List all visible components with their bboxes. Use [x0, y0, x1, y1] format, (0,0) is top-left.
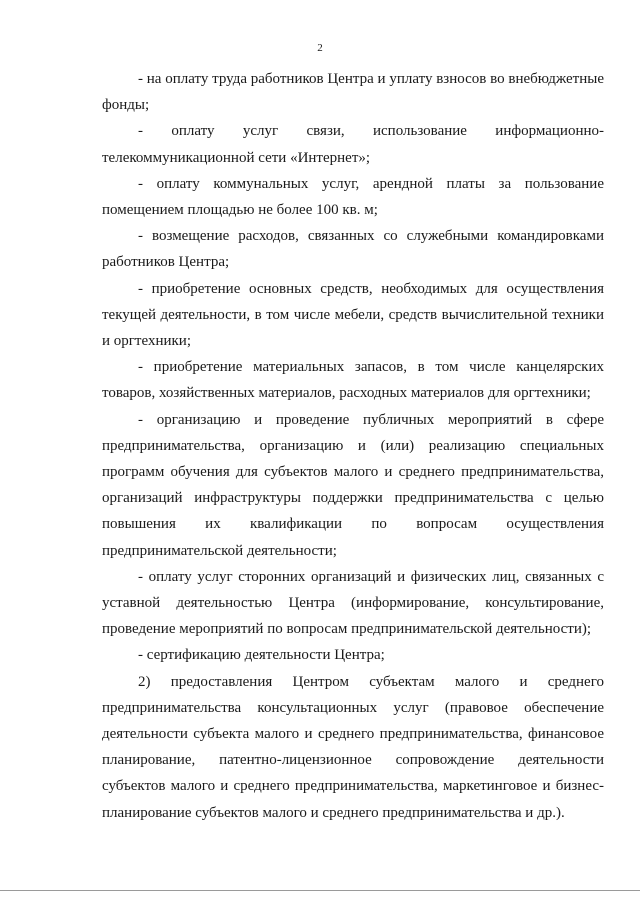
list-item-certification: - сертификацию деятельности Центра; — [138, 647, 385, 664]
list-item-fixed-assets: - приобретение основных средств, необходимых для осуществления текущей деятельности, в том числе мебели, средств вычислительной техники и оргтехники; — [102, 280, 604, 350]
page-number: 2 — [317, 42, 323, 54]
numbered-item-consulting-services: 2) предоставления Центром субъектам малого и среднего предпринимательства консультационных услуг (правовое обеспечение деятельности субъекта малого и среднего предпринимательства, финансовое планирование, патентно-лицензионное сопровождение деятельности субъектов малого и среднего предпринимательства, маркетинговое и бизнес-планирование субъектов малого и среднего предпринимательства и др.). — [102, 673, 604, 821]
scan-edge-line — [0, 890, 640, 891]
list-item-labor-payment: - на оплату труда работников Центра и уплату взносов во внебюджетные фонды; — [102, 71, 604, 114]
list-item-public-events: - организацию и проведение публичных мероприятий в сфере предпринимательства, организацию и (или) реализацию специальных программ обучения для субъектов малого и среднего предпринимательства, организаций инфраструктуры поддержки предпринимательства с целью повышения их квалификации по вопросам осуществления предпринимательской деятельности; — [102, 411, 604, 559]
list-item-utilities-rent: - оплату коммунальных услуг, арендной платы за пользование помещением площадью не более 100 кв. м; — [102, 175, 604, 219]
list-item-material-supplies: - приобретение материальных запасов, в том числе канцелярских товаров, хозяйственных материалов, расходных материалов для оргтехники; — [102, 359, 604, 402]
list-item-travel-expenses: - возмещение расходов, связанных со служебными командировками работников Центра; — [102, 228, 604, 271]
list-item-communication-services: - оплату услуг связи, использование информационно-телекоммуникационной сети «Интернет»; — [102, 123, 604, 166]
document-body — [102, 66, 604, 826]
list-item-third-party-services: - оплату услуг сторонних организаций и физических лиц, связанных с уставной деятельностью Центра (информирование, консультирование, проведение мероприятий по вопросам предпринимательской деятельности); — [102, 568, 604, 638]
